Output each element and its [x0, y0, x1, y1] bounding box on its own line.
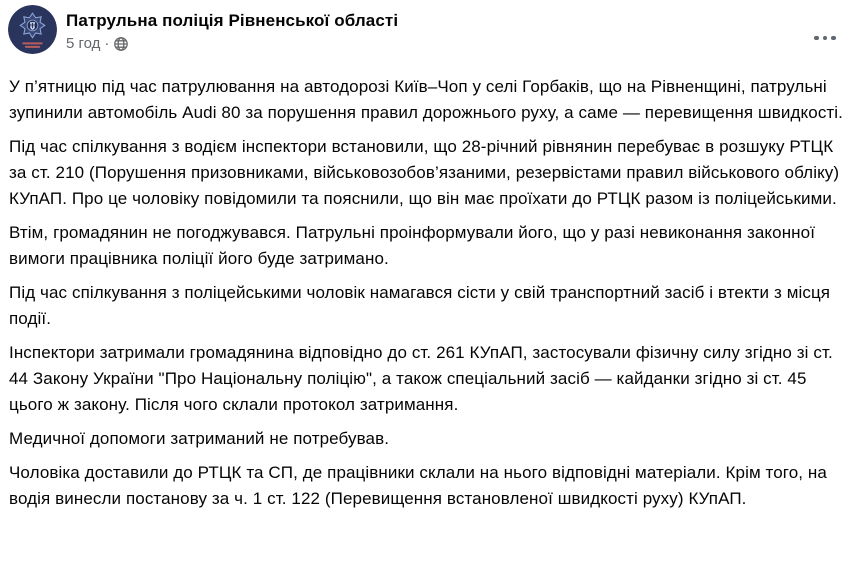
meta-separator: ·	[104, 35, 110, 52]
post-timestamp[interactable]: 5 год	[66, 35, 101, 52]
more-options-button[interactable]	[807, 24, 843, 52]
post-meta	[66, 34, 853, 53]
post-paragraph: Інспектори затримали громадянина відповідно до ст. 261 КУпАП, застосували фізичну силу згідно зі ст. 44 Закону України "Про Національну поліцію", а також спеціальний засіб — кайданки згідно зі ст. 45 цього ж закону. Після чого склали протокол затримання.	[9, 343, 838, 414]
ellipsis-icon	[814, 36, 819, 41]
post-paragraph: Втім, громадянин не погоджувався. Патрульні проінформували його, що у разі невиконання законної вимоги працівника поліції його буде затримано.	[9, 223, 820, 268]
header-text	[66, 5, 853, 53]
page-name-link[interactable]: Патрульна поліція Рівненської області	[66, 11, 399, 30]
post-header	[0, 0, 861, 58]
police-badge-logo	[8, 5, 57, 54]
page-avatar[interactable]	[8, 5, 57, 54]
post-body	[0, 58, 861, 512]
post-paragraph: Медичної допомоги затриманий не потребував.	[9, 429, 390, 448]
post-paragraph: Під час спілкування з водієм інспектори встановили, що 28-річний рівнянин перебуває в розшуку РТЦК за ст. 210 (Порушення призовниками, військовозобов’язаними, резервістами правил військового обліку) КУпАП. Про це чоловіку повідомили та пояснили, що він має проїхати до РТЦК разом із поліцейськими.	[9, 137, 844, 208]
post-paragraph: Під час спілкування з поліцейськими чоловік намагався сісти у свій транспортний засіб і втекти з місця події.	[9, 283, 835, 328]
post-paragraph: У п’ятницю під час патрулювання на автодорозі Київ–Чоп у селі Горбаків, що на Рівненщині, патрульні зупинили автомобіль Audi 80 за порушення правил дорожнього руху, а саме — перевищення швидкості.	[9, 77, 844, 122]
globe-icon	[113, 36, 129, 52]
post-paragraph: Чоловіка доставили до РТЦК та СП, де працівники склали на нього відповідні матеріали. Крім того, на водія винесли постанову за ч. 1 ст. 122 (Перевищення встановленої швидкості руху) КУпАП.	[9, 463, 832, 508]
